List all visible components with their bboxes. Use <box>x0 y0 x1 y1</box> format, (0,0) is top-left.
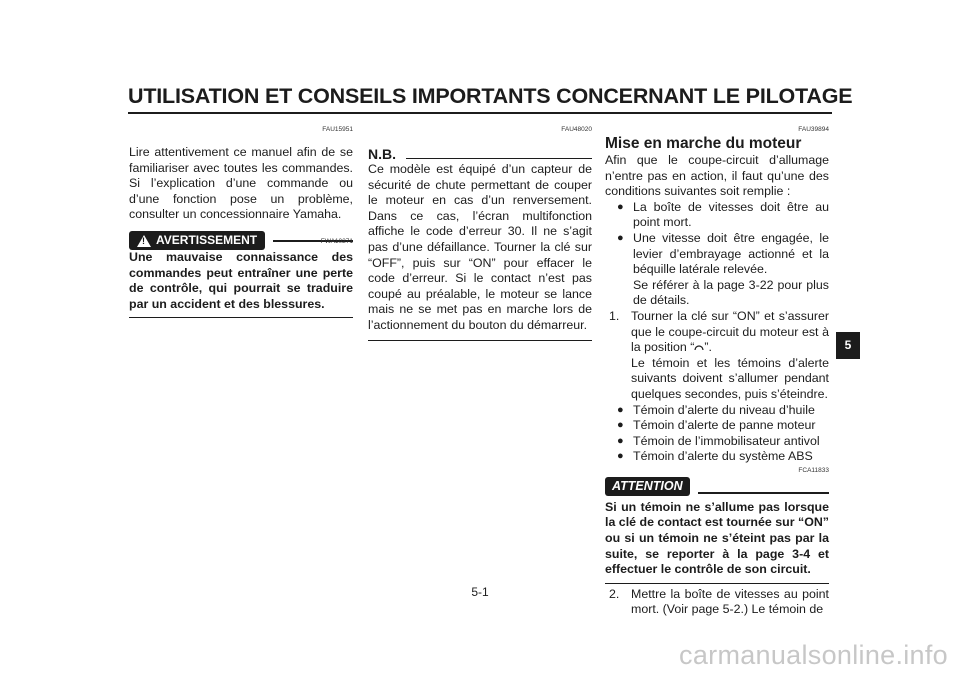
note-header <box>368 146 592 162</box>
bullet-icon: ● <box>617 403 624 416</box>
step-number: 2. <box>609 586 620 601</box>
list-item <box>605 418 829 434</box>
list-item <box>605 200 829 231</box>
section-title: Mise en marche du moteur <box>605 135 802 152</box>
warning-triangle-icon <box>137 235 151 247</box>
attention-code: FCA11833 <box>798 466 829 474</box>
step-text-part: Tourner la clé sur “ON” et s’assurer que le coupe-circuit du moteur est à la position “ <box>631 308 829 355</box>
list-item <box>605 231 829 278</box>
step-text: Mettre la boîte de vitesses au point mort. (Voir page 5-2.) Le témoin de <box>631 586 829 617</box>
warning-badge <box>129 231 265 250</box>
column-1 <box>129 118 353 318</box>
warning-end-rule <box>129 317 353 318</box>
attention-end-rule <box>605 583 829 584</box>
watermark: carmanualsonline.info <box>679 640 948 670</box>
indicator-text: Témoin d’alerte de panne moteur <box>633 418 816 433</box>
column-2 <box>368 118 592 341</box>
list-item <box>605 403 829 419</box>
condition-text: La boîte de vitesses doit être au point mort. <box>633 199 829 230</box>
indicator-text: Témoin de l’immobilisateur antivol <box>633 433 820 448</box>
page-title: UTILISATION ET CONSEILS IMPORTANTS CONCERNANT LE PILOTAGE <box>128 84 853 108</box>
bullet-icon: ● <box>617 419 624 432</box>
intro-paragraph: Lire attentivement ce manuel afin de se familiariser avec toutes les commandes. Si l’explication d’une commande ou d’une fonction pose un problème, consulter un concessionnaire Yamaha. <box>129 145 353 222</box>
step-1 <box>605 309 829 356</box>
note-end-rule <box>368 340 592 341</box>
step-number: 1. <box>609 308 620 323</box>
indicator-text: Témoin d’alerte du niveau d’huile <box>633 402 815 417</box>
step-note: Le témoin et les témoins d’alerte suivants doivent s’allumer pendant quelques secondes, puis s’éteindre. <box>631 355 829 401</box>
reference-code: FAU48020 <box>561 126 592 133</box>
attention-badge: ATTENTION <box>605 477 690 496</box>
step-text <box>631 309 829 356</box>
bullet-icon: ● <box>617 231 624 244</box>
warning-text: Une mauvaise connaissance des commandes peut entraîner une perte de contrôle, qui pourrait se traduire par un accident et des blessures. <box>129 249 353 311</box>
see-page-note: Se référer à la page 3-22 pour plus de détails. <box>633 277 829 308</box>
bullet-icon: ● <box>617 434 624 447</box>
warning-label: AVERTISSEMENT <box>156 233 258 248</box>
bullet-icon: ● <box>617 450 624 463</box>
list-item <box>605 449 829 465</box>
attention-text: Si un témoin ne s’allume pas lorsque la clé de contact est tournée sur “ON” ou si un témoin ne s’éteint pas par la suite, se reporter à la page 3-4 et effectuer le contrôle de son circuit. <box>605 499 829 577</box>
attention-rule <box>698 492 829 494</box>
note-text: Ce modèle est équipé d’un capteur de sécurité de chute permettant de couper le moteur en cas d’un renversement. Dans ce cas, l’écran multifonction affiche le code d’erreur 30. Il ne s’agit pas d’une défaillance. Tourner la clé sur “OFF”, puis sur “ON” pour effacer le code d’erreur. Si le contact n’est pas coupé au préalable, le moteur se lance mais ne se met pas en marche lors de l’actionnement du bouton du démarreur. <box>368 162 592 332</box>
chapter-tab: 5 <box>836 332 860 359</box>
reference-code: FAU39894 <box>798 126 829 133</box>
indicator-text: Témoin d’alerte du système ABS <box>633 449 813 464</box>
condition-text: Une vitesse doit être engagée, le levier d’embrayage actionné et la béquille latérale relevée. <box>633 230 829 277</box>
column-3 <box>605 118 829 618</box>
page-number: 5-1 <box>471 585 489 599</box>
list-item <box>605 434 829 450</box>
step-2 <box>605 587 829 618</box>
bullet-icon: ● <box>617 200 624 213</box>
step-text-part: ”. <box>704 340 712 355</box>
warning-code: FWA10271 <box>320 237 353 245</box>
section-intro: Afin que le coupe-circuit d’allumage n’entre pas en action, il faut qu’une des conditions suivantes soit remplie : <box>605 153 829 199</box>
reference-code: FAU15951 <box>322 126 353 133</box>
engine-run-icon <box>694 342 704 351</box>
attention-header <box>605 477 829 496</box>
note-rule <box>406 158 592 159</box>
title-rule <box>128 112 832 114</box>
note-label: N.B. <box>368 146 396 162</box>
